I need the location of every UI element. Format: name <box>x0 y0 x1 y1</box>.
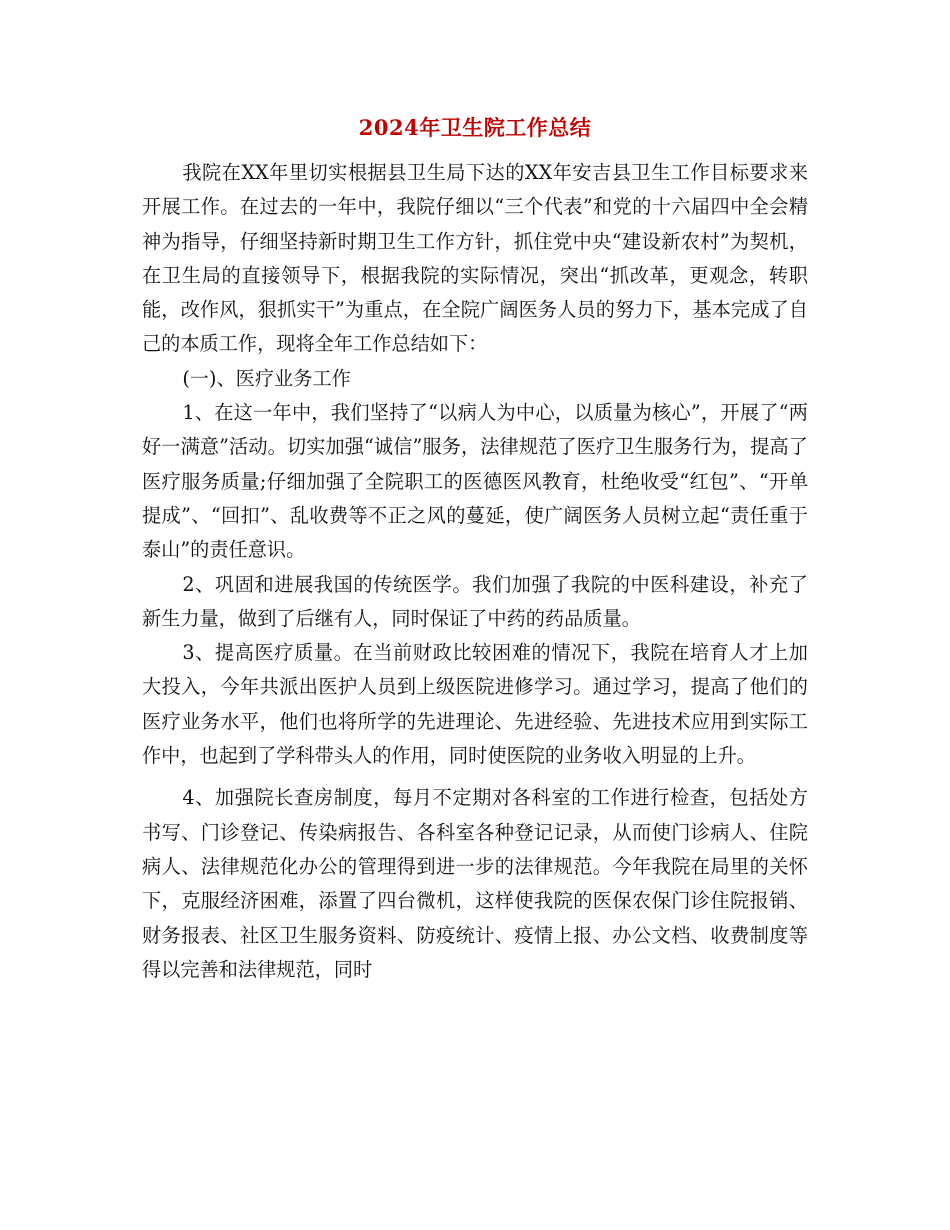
document-title: 2024年卫生院工作总结 <box>358 115 592 140</box>
paragraph-item-1: 1、在这一年中，我们坚持了“以病人为中心，以质量为核心”，开展了“两好一满意”活动。切实加强“诚信”服务，法律规范了医疗卫生服务行为，提高了医疗服务质量;仔细加强了全院职工的医德医风教育，杜绝收受“红包”、“开单提成”、“回扣”、乱收费等不正之风的蔓延，使广阔医务人员树立起“责任重于泰山”的责任意识。 <box>142 401 809 562</box>
paragraph-item-2: 2、巩固和进展我国的传统医学。我们加强了我院的中医科建设，补充了新生力量，做到了后继有人，同时保证了中药的药品质量。 <box>142 572 808 630</box>
paragraph-item-4: 4、加强院长查房制度，每月不定期对各科室的工作进行检查，包括处方书写、门诊登记、传染病报告、各科室各种登记记录，从而使门诊病人、住院病人、法律规范化办公的管理得到进一步的法律规范。今年我院在局里的关怀下，克服经济困难，添置了四台微机，这样使我院的医保农保门诊住院报销、财务报表、社区卫生服务资料、防疫统计、疫情上报、办公文档、收费制度等得以完善和法律规范，同时 <box>142 786 808 981</box>
intro-paragraph: 我院在XX年里切实根据县卫生局下达的XX年安吉县卫生工作目标要求来开展工作。在过去的一年中，我院仔细以“三个代表”和党的十六届四中全会精神为指导，仔细坚持新时期卫生工作方针，抓住党中央“建设新农村”为契机，在卫生局的直接领导下，根据我院的实际情况，突出“抓改革，更观念，转职能，改作风，狠抓实干”为重点，在全院广阔医务人员的努力下，基本完成了自己的本质工作，现将全年工作总结如下： <box>142 161 808 356</box>
document-body <box>142 156 808 987</box>
paragraph-item-3: 3、提高医疗质量。在当前财政比较困难的情况下，我院在培育人才上加大投入，今年共派出医护人员到上级医院进修学习。通过学习，提高了他们的医疗业务水平，他们也将所学的先进理论、先进经验、先进技术应用到实际工作中，也起到了学科带头人的作用，同时使医院的业务收入明显的上升。 <box>142 641 808 768</box>
section-heading-medical-work: (一)、医疗业务工作 <box>182 366 351 390</box>
